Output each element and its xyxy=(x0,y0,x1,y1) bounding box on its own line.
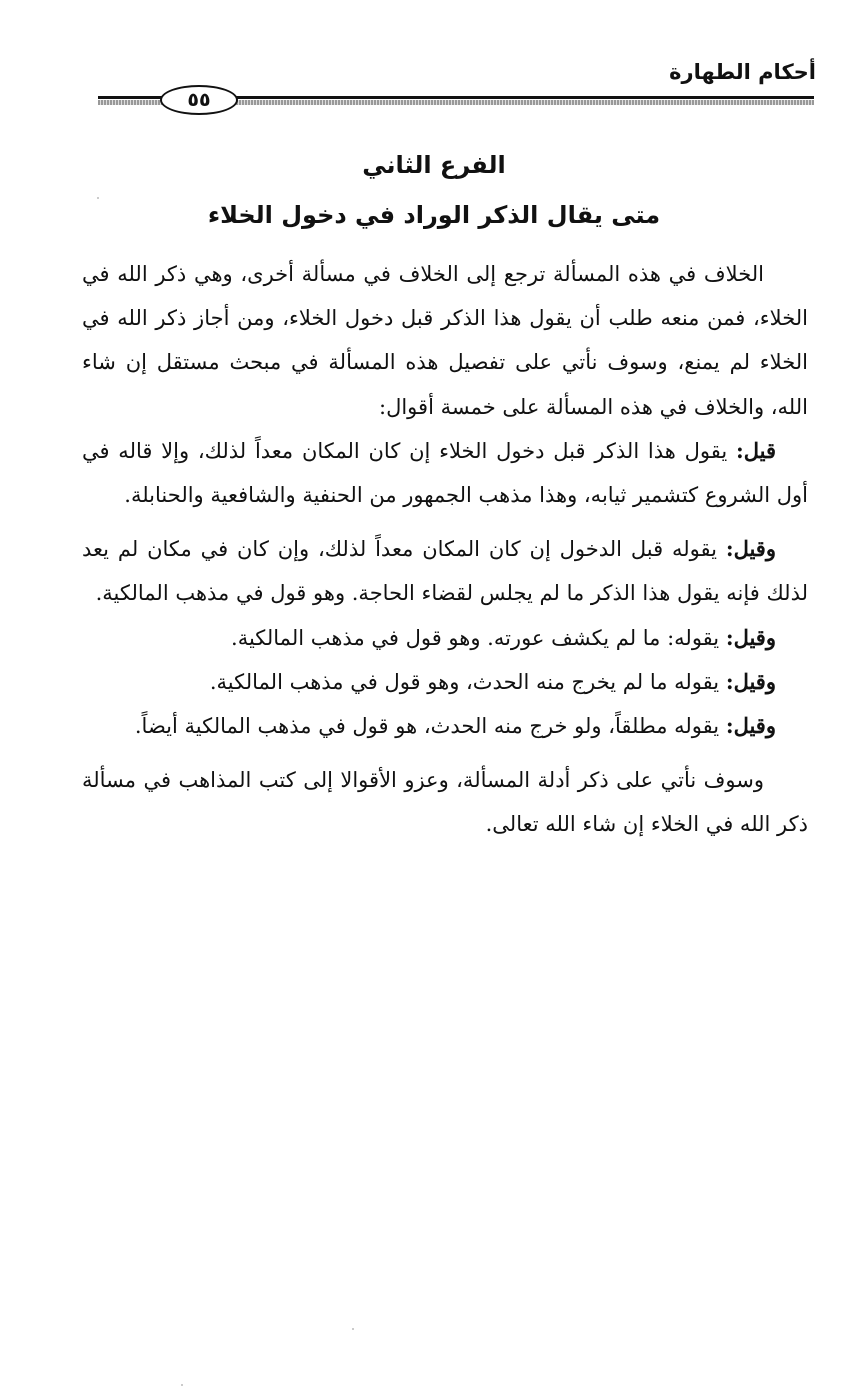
opinion-lead: وقيل: xyxy=(725,536,776,562)
opinion-lead: وقيل: xyxy=(725,624,776,650)
section-subtitle: متى يقال الذكر الوراد في دخول الخلاء xyxy=(207,201,661,229)
opinion-text: يقوله: ما لم يكشف عورته. وهو قول في مذهب المالكية. xyxy=(231,625,726,650)
opinion-text: يقول هذا الذكر قبل دخول الخلاء إن كان المكان معداً لذلك، وإلا قاله في أول الشروع كتشمير ثيابه، وهذا مذهب الجمهور من الحنفية والشافعية والحنابلة. xyxy=(82,438,808,508)
opinion-lead: وقيل: xyxy=(725,668,776,694)
page-number: ٥٥ xyxy=(160,85,238,115)
running-title: أحكام الطهارة xyxy=(669,60,816,84)
opinion-text: يقوله مطلقاً، ولو خرج منه الحدث، هو قول في مذهب المالكية أيضاً. xyxy=(134,714,726,739)
intro-paragraph: الخلاف في هذه المسألة ترجع إلى الخلاف في مسألة أخرى، وهي ذكر الله في الخلاء، فمن منعه طلب أن يقول هذا الذكر قبل دخول الخلاء، ومن أجاز ذكر الله في الخلاء لم يمنع، وسوف نأتي على تفصيل هذه المسألة في مبحث مستقل إن شاء الله، والخلاف في هذه المسألة على خمسة أقوال: xyxy=(82,262,808,419)
opinion-paragraph-2 xyxy=(82,527,808,615)
opinion-lead: وقيل: xyxy=(725,713,776,739)
scan-speck xyxy=(97,197,99,199)
opinion-paragraph-4 xyxy=(82,660,808,704)
closing-paragraph: وسوف نأتي على ذكر أدلة المسألة، وعزو الأقوالا إلى كتب المذاهب في مسألة ذكر الله في الخلاء إن شاء الله تعالى. xyxy=(82,768,808,837)
opinion-text: يقوله ما لم يخرج منه الحدث، وهو قول في مذهب المالكية. xyxy=(209,669,726,694)
scan-speck xyxy=(352,1328,354,1330)
opinion-paragraph-5 xyxy=(82,704,808,748)
opinion-paragraph-1 xyxy=(82,429,808,517)
body-text xyxy=(82,252,808,847)
scan-speck xyxy=(181,1384,183,1386)
opinion-paragraph-3 xyxy=(82,616,808,660)
opinion-text: يقوله قبل الدخول إن كان المكان معداً لذلك، وإن كان في مكان لم يعد لذلك فإنه يقول هذا الذكر ما لم يجلس لقضاء الحاجة. وهو قول في مذهب المالكية. xyxy=(82,537,808,606)
opinion-lead: قيل: xyxy=(735,437,776,463)
section-title: الفرع الثاني xyxy=(362,151,506,179)
